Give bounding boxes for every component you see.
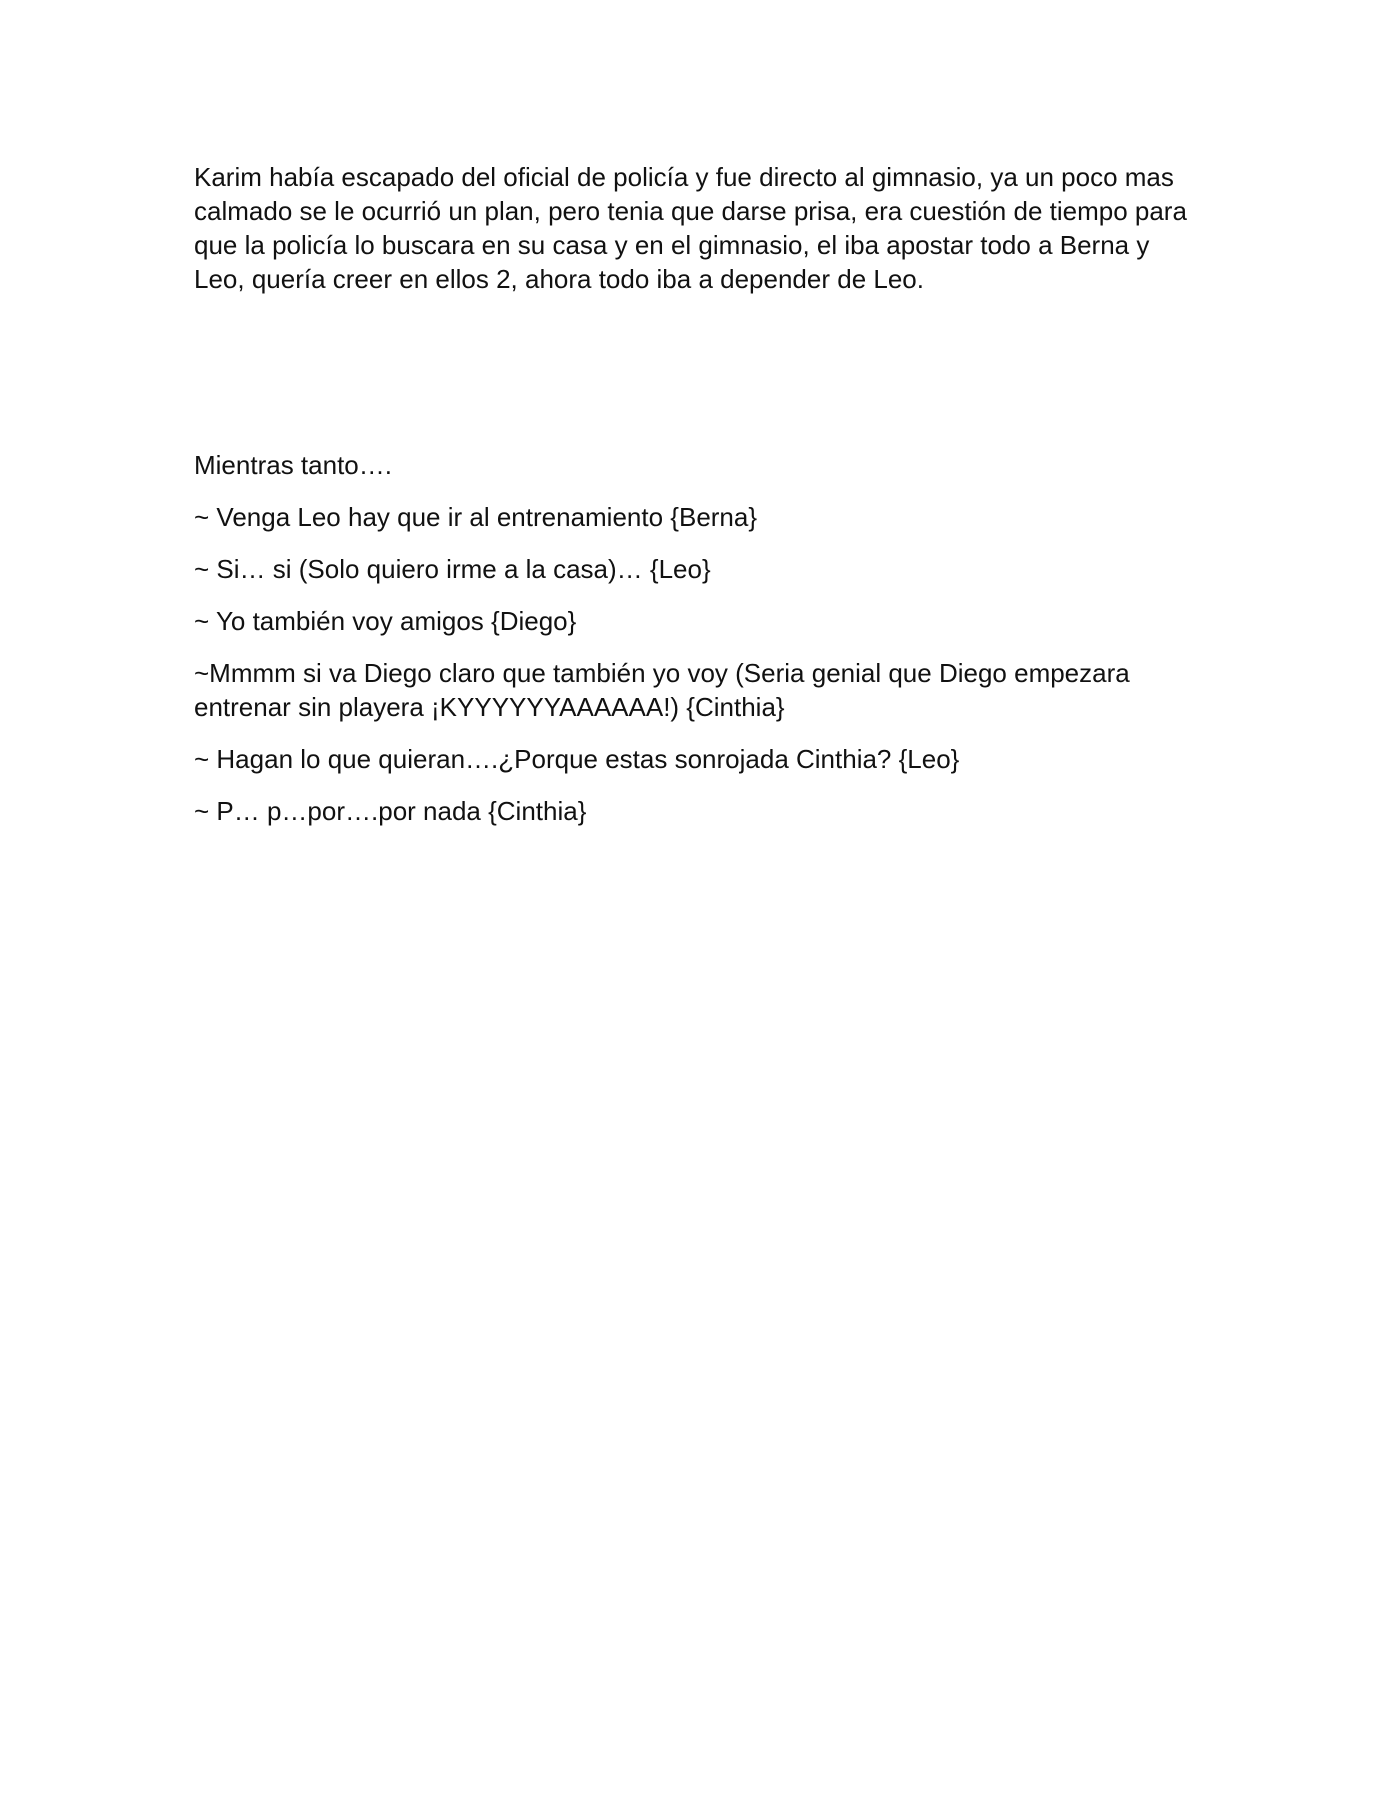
document-body [194, 160, 1194, 846]
dialogue-line-leo: ~ Si… si (Solo quiero irme a la casa)… {Leo} [194, 554, 711, 584]
scene-transition: Mientras tanto…. [194, 450, 392, 480]
paragraph-spacer [194, 296, 1194, 448]
dialogue-line-leo-question: ~ Hagan lo que quieran….¿Porque estas sonrojada Cinthia? {Leo} [194, 744, 960, 774]
intro-paragraph: Karim había escapado del oficial de policía y fue directo al gimnasio, ya un poco mas calmado se le ocurrió un plan, pero tenia que darse prisa, era cuestión de tiempo para que la policía lo buscara en su casa y en el gimnasio, el iba apostar todo a Berna y Leo, quería creer en ellos 2, ahora todo iba a depender de Leo. [194, 162, 1187, 294]
dialogue-line-cinthia-reply: ~ P… p…por….por nada {Cinthia} [194, 796, 587, 826]
dialogue-line-berna: ~ Venga Leo hay que ir al entrenamiento {Berna} [194, 502, 758, 532]
dialogue-line-diego: ~ Yo también voy amigos {Diego} [194, 606, 577, 636]
dialogue-line-cinthia: ~Mmmm si va Diego claro que también yo voy (Seria genial que Diego empezara entrenar sin playera ¡KYYYYYYAAAAAA!) {Cinthia} [194, 658, 1130, 722]
